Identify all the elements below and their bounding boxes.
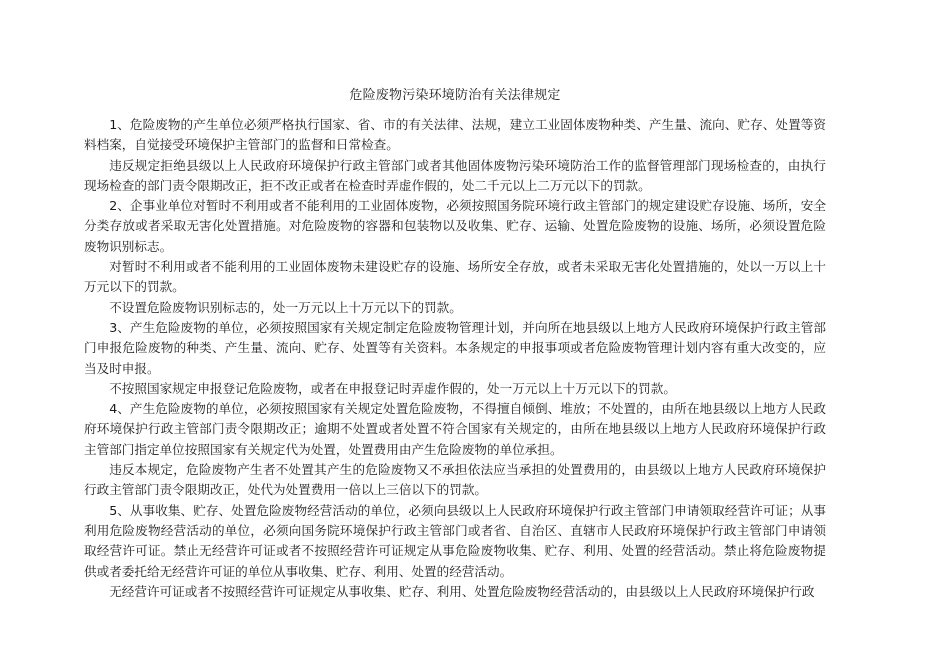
paragraph-9: 违反本规定，危险废物产生者不处置其产生的危险废物又不承担依法应当承担的处置费用的，由县级以上地方人民政府环境保护行政主管部门责令限期改正，处代为处置费用一倍以上三倍以下的罚款。 (84, 462, 826, 498)
paragraph-7: 不按照国家规定申报登记危险废物，或者在申报登记时弄虚作假的，处一万元以上十万元以下的罚款。 (109, 380, 676, 396)
paragraph-6: 3、产生危险废物的单位，必须按照国家有关规定制定危险废物管理计划，并向所在地县级以上地方人民政府环境保护行政主管部门申报危险废物的种类、产生量、流向、贮存、处置等有关资料。本条规定的申报事项或者危险废物管理计划内容有重大改变的，应当及时申报。 (84, 319, 826, 376)
paragraph-11: 无经营许可证或者不按照经营许可证规定从事收集、贮存、利用、处置危险废物经营活动的，由县级以上人民政府环境保护行政 (109, 583, 815, 599)
paragraph-1: 1、危险废物的产生单位必须严格执行国家、省、市的有关法律、法规，建立工业固体废物种类、产生量、流向、贮存、处置等资料档案，自觉接受环境保护主管部门的监督和日常检查。 (84, 117, 826, 153)
paragraph-2: 违反规定拒绝县级以上人民政府环境保护行政主管部门或者其他固体废物污染环境防治工作的监督管理部门现场检查的，由执行现场检查的部门责令限期改正，拒不改正或者在检查时弄虚作假的，处二千元以上二万元以下的罚款。 (84, 157, 826, 193)
paragraph-8: 4、产生危险废物的单位，必须按照国家有关规定处置危险废物，不得擅自倾倒、堆放；不处置的，由所在地县级以上地方人民政府环境保护行政主管部门责令限期改正；逾期不处置或者处置不符合国家有关规定的，由所在地县级以上地方人民政府环境保护行政主管部门指定单位按照国家有关规定代为处置，处置费用由产生危险废物的单位承担。 (84, 401, 826, 457)
document-page (84, 86, 826, 602)
paragraph-10: 5、从事收集、贮存、处置危险废物经营活动的单位，必须向县级以上人民政府环境保护行政主管部门申请领取经营许可证；从事利用危险废物经营活动的单位，必须向国务院环境保护行政主管部门或者省、自治区、直辖市人民政府环境保护行政主管部门申请领取经营许可证。禁止无经营许可证或者不按照经营许可证规定从事危险废物收集、贮存、利用、处置的经营活动。禁止将危险废物提供或者委托给无经营许可证的单位从事收集、贮存、利用、处置的经营活动。 (84, 502, 826, 579)
paragraph-4: 对暂时不利用或者不能利用的工业固体废物未建设贮存的设施、场所安全存放，或者未采取无害化处置措施的，处以一万以上十万元以下的罚款。 (84, 259, 826, 295)
paragraph-3: 2、企事业单位对暂时不利用或者不能利用的工业固体废物，必须按照国务院环境行政主管部门的规定建设贮存设施、场所，安全分类存放或者采取无害化处置措施。对危险废物的容器和包装物以及收集、贮存、运输、处置危险废物的设施、场所，必须设置危险废物识别标志。 (84, 198, 826, 254)
document-title: 危险废物污染环境防治有关法律规定 (349, 88, 561, 103)
paragraph-5: 不设置危险废物识别标志的，处一万元以上十万元以下的罚款。 (109, 299, 462, 315)
